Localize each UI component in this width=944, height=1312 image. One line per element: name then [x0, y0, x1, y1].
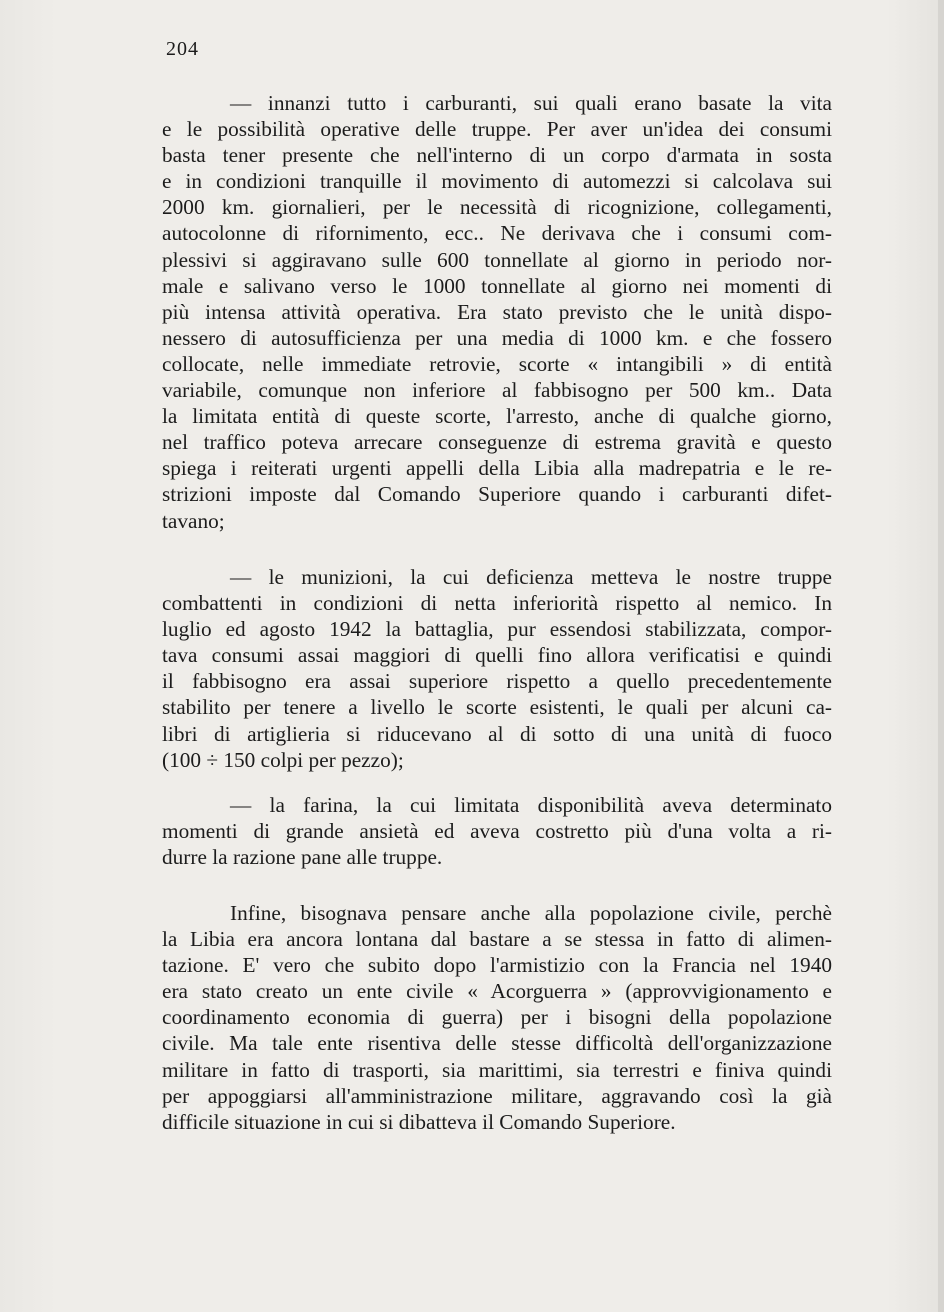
page-number: 204 — [166, 38, 199, 60]
text-line: (100 ÷ 150 colpi per pezzo); — [162, 747, 404, 772]
text-line: era stato creato un ente civile « Acorguerra » (approvvigionamento e — [162, 979, 832, 1004]
text-line: la limitata entità di queste scorte, l'arresto, anche di qualche giorno, — [162, 404, 832, 429]
text-line: militare in fatto di trasporti, sia marittimi, sia terrestri e finiva quindi — [162, 1057, 832, 1082]
paragraph-popolazione — [162, 900, 832, 1135]
text-line: — la farina, la cui limitata disponibilità aveva determinato — [230, 793, 832, 817]
text-line: nessero di autosufficienza per una media di 1000 km. e che fossero — [162, 325, 832, 350]
text-line: più intensa attività operativa. Era stato previsto che le unità dispo- — [162, 299, 832, 324]
text-line: durre la razione pane alle truppe. — [162, 845, 443, 870]
text-line: — innanzi tutto i carburanti, sui quali erano basate la vita — [230, 91, 832, 115]
text-line: luglio ed agosto 1942 la battaglia, pur essendosi stabilizzata, compor- — [162, 617, 832, 642]
text-line: spiega i reiterati urgenti appelli della Libia alla madrepatria e le re- — [162, 456, 832, 481]
text-line: civile. Ma tale ente risentiva delle stesse difficoltà dell'organizzazione — [162, 1031, 832, 1056]
text-line: Infine, bisognava pensare anche alla popolazione civile, perchè — [230, 901, 832, 925]
text-line: momenti di grande ansietà ed aveva costretto più d'una volta a ri- — [162, 819, 832, 844]
text-line: variabile, comunque non inferiore al fabbisogno per 500 km.. Data — [162, 378, 832, 403]
text-line: 2000 km. giornalieri, per le necessità di ricognizione, collegamenti, — [162, 195, 832, 220]
text-line: stabilito per tenere a livello le scorte esistenti, le quali per alcuni ca- — [162, 695, 832, 720]
text-line: libri di artiglieria si riducevano al di sotto di una unità di fuoco — [162, 721, 832, 746]
text-line: strizioni imposte dal Comando Superiore quando i carburanti difet- — [162, 482, 832, 507]
text-line: difficile situazione in cui si dibatteva il Comando Superiore. — [162, 1109, 676, 1134]
text-line: male e salivano verso le 1000 tonnellate al giorno nei momenti di — [162, 273, 832, 298]
text-line: autocolonne di rifornimento, ecc.. Ne derivava che i consumi com- — [162, 221, 832, 246]
text-line: tavano; — [162, 508, 225, 533]
text-line: la Libia era ancora lontana dal bastare a se stessa in fatto di alimen- — [162, 927, 832, 952]
paragraph-carburanti — [162, 90, 832, 534]
text-line: combattenti in condizioni di netta inferiorità rispetto al nemico. In — [162, 591, 832, 616]
text-line: nel traffico poteva arrecare conseguenze di estrema gravità e questo — [162, 430, 832, 455]
text-line: basta tener presente che nell'interno di un corpo d'armata in sosta — [162, 143, 832, 168]
text-line: tazione. E' vero che subito dopo l'armistizio con la Francia nel 1940 — [162, 953, 832, 978]
paragraph-munizioni — [162, 564, 832, 773]
text-line: — le munizioni, la cui deficienza metteva le nostre truppe — [230, 565, 832, 589]
text-line: e le possibilità operative delle truppe. Per aver un'idea dei consumi — [162, 117, 832, 142]
page-edge — [938, 0, 944, 1312]
text-line: e in condizioni tranquille il movimento di automezzi si calcolava sui — [162, 169, 832, 194]
paragraph-farina — [162, 792, 832, 870]
text-line: tava consumi assai maggiori di quelli fino allora verificatisi e quindi — [162, 643, 832, 668]
text-line: plessivi si aggiravano sulle 600 tonnellate al giorno in periodo nor- — [162, 247, 832, 272]
text-line: il fabbisogno era assai superiore rispetto a quello precedentemente — [162, 669, 832, 694]
text-line: coordinamento economia di guerra) per i bisogni della popolazione — [162, 1005, 832, 1030]
text-line: per appoggiarsi all'amministrazione militare, aggravando così la già — [162, 1083, 832, 1108]
text-line: collocate, nelle immediate retrovie, scorte « intangibili » di entità — [162, 351, 832, 376]
